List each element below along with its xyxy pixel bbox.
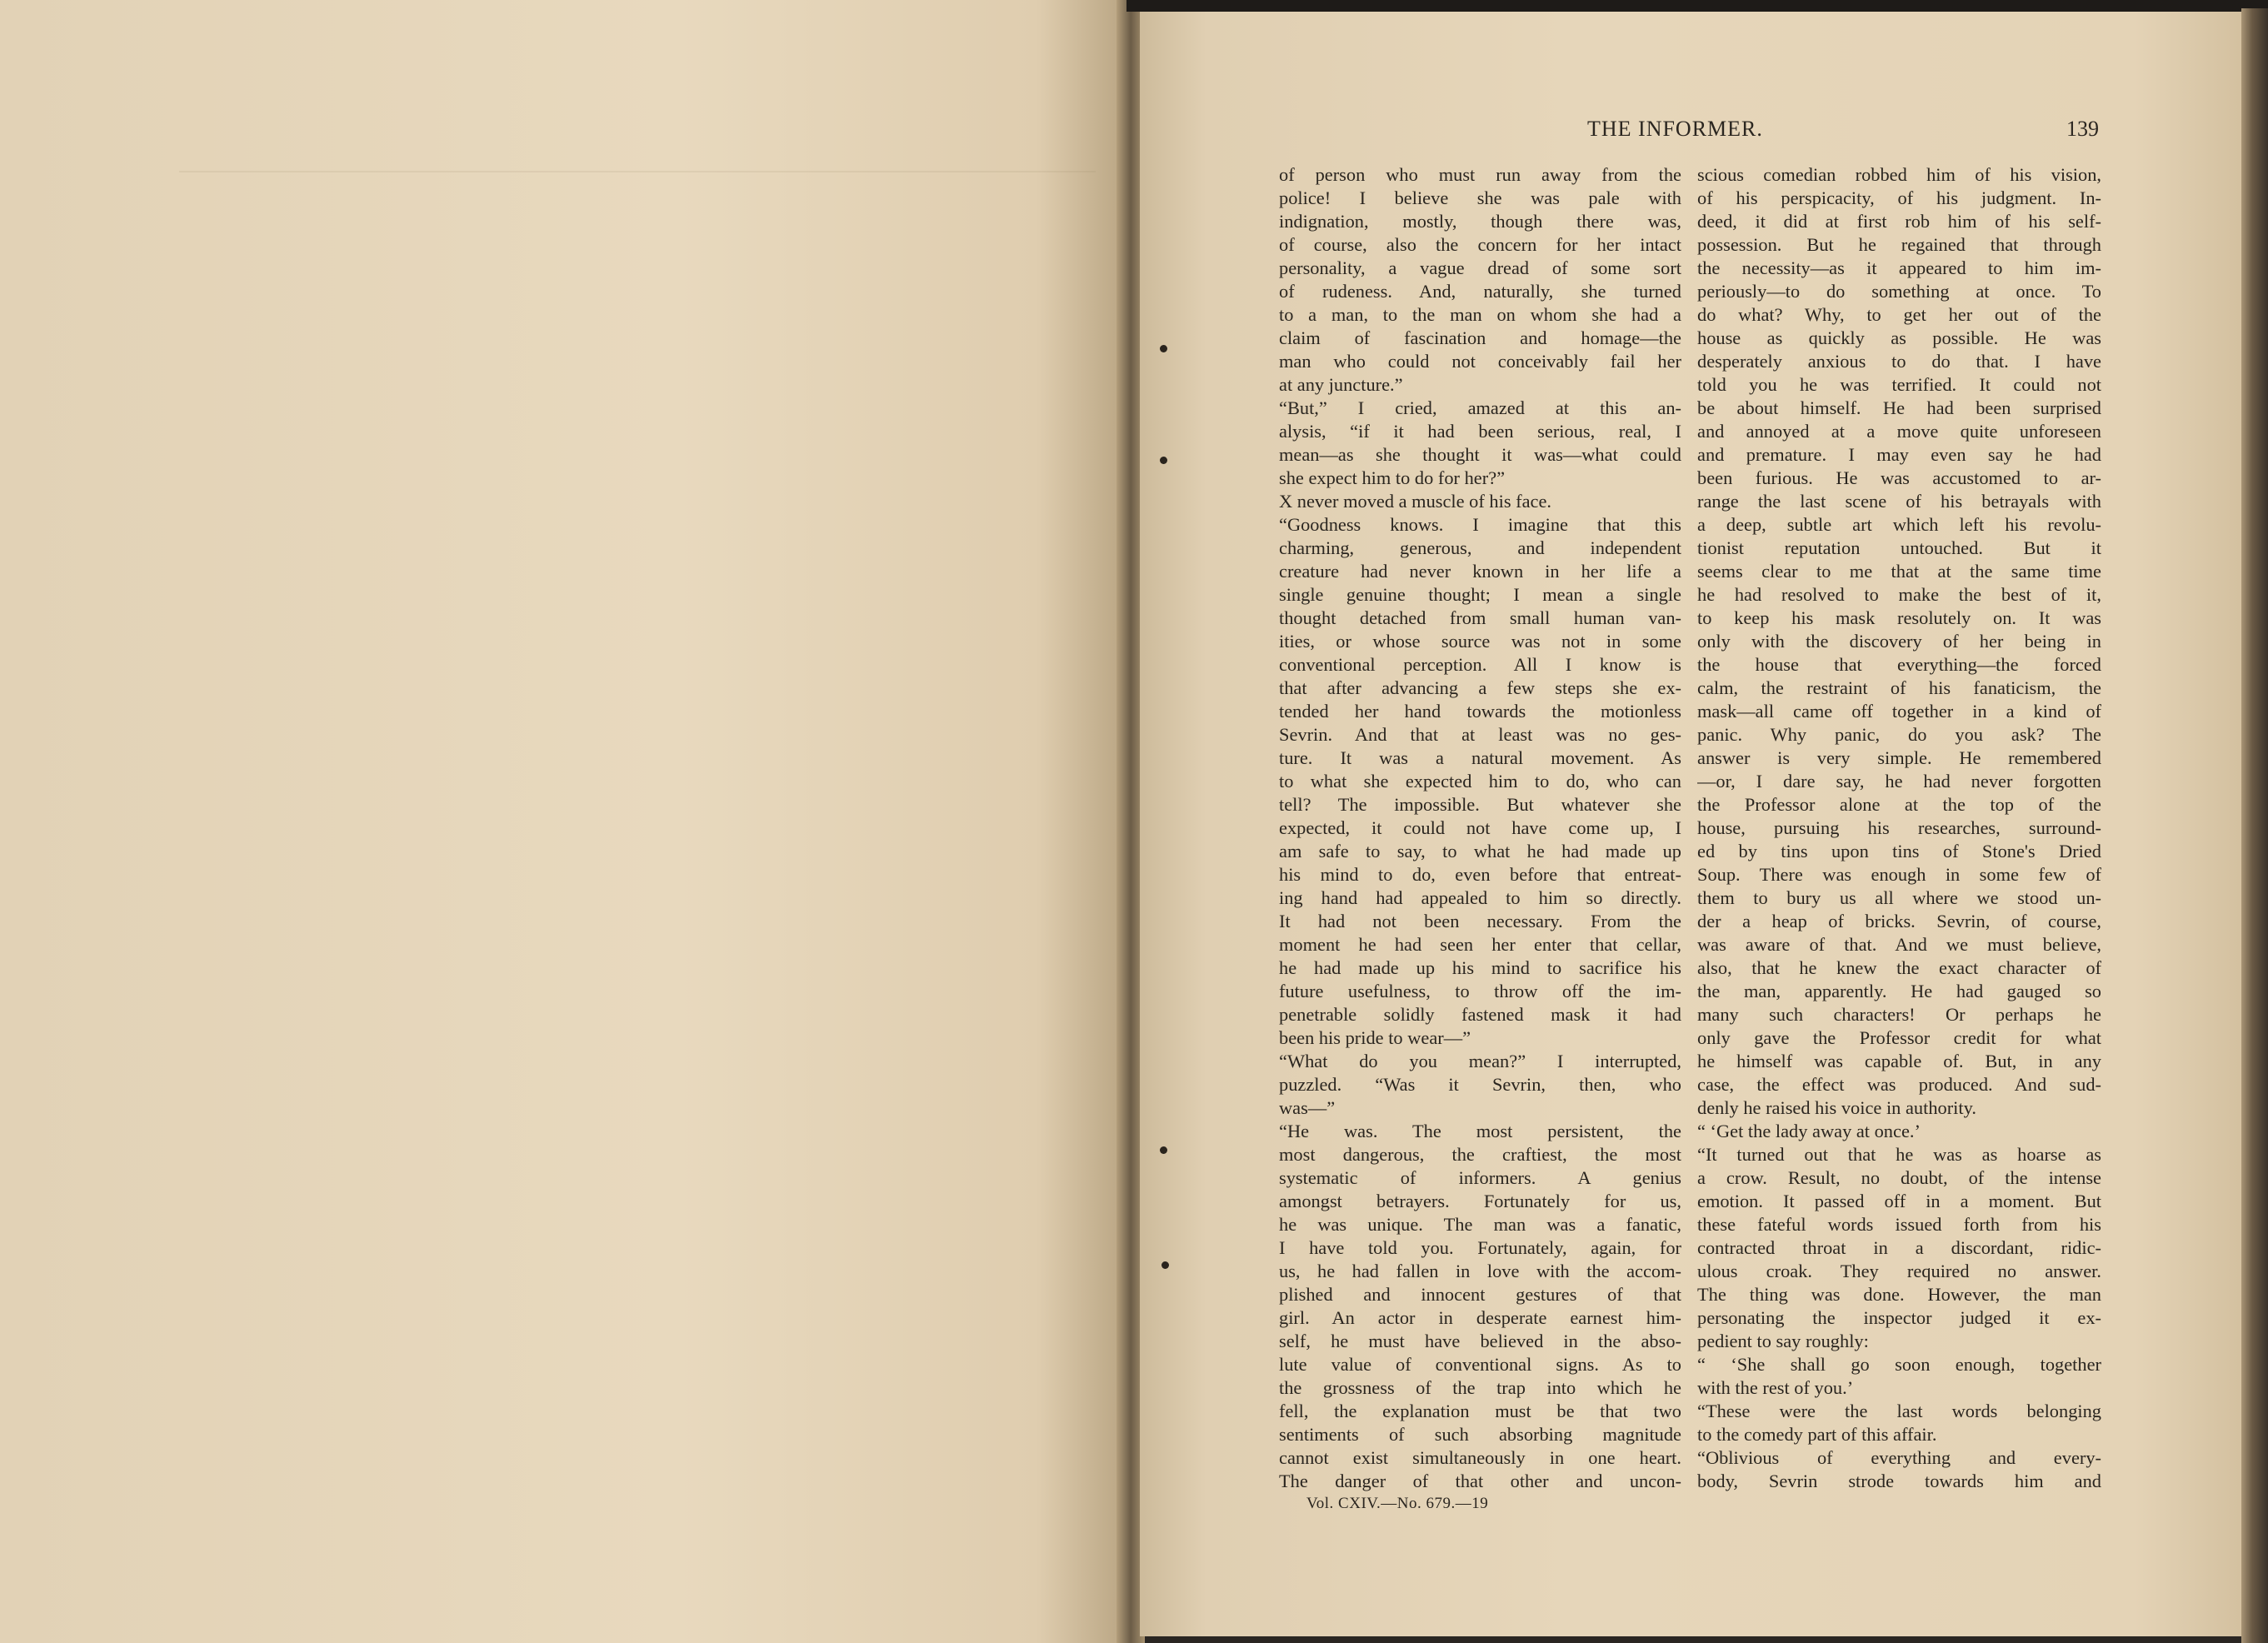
text-line: “What do you mean?” I interrupted, bbox=[1279, 1051, 1681, 1071]
text-line: that after advancing a few steps she ex- bbox=[1279, 677, 1681, 698]
text-line: she expect him to do for her?” bbox=[1279, 467, 1506, 488]
text-line: mask—all came off together in a kind of bbox=[1697, 701, 2101, 722]
page-edge-stack bbox=[2241, 8, 2268, 1643]
text-line: with the rest of you.’ bbox=[1697, 1377, 1854, 1398]
text-line: indignation, mostly, though there was, bbox=[1279, 211, 1681, 232]
text-line: “ ‘She shall go soon enough, together bbox=[1697, 1354, 2101, 1375]
text-line: was aware of that. And we must believe, bbox=[1697, 934, 2101, 955]
text-line: to what she expected him to do, who can bbox=[1279, 771, 1681, 792]
top-background-strip bbox=[1127, 0, 2268, 12]
text-line: self, he must have believed in the abso- bbox=[1279, 1331, 1681, 1351]
text-line: conventional perception. All I know is bbox=[1279, 654, 1681, 675]
text-line: single genuine thought; I mean a single bbox=[1279, 584, 1681, 605]
text-line: The danger of that other and uncon- bbox=[1279, 1471, 1681, 1491]
text-line: the man, apparently. He had gauged so bbox=[1697, 981, 2101, 1001]
text-line: future usefulness, to throw off the im- bbox=[1279, 981, 1681, 1001]
text-line: denly he raised his voice in authority. bbox=[1697, 1097, 1976, 1118]
text-line: he had resolved to make the best of it, bbox=[1697, 584, 2101, 605]
text-line: us, he had fallen in love with the accom- bbox=[1279, 1261, 1681, 1281]
text-line: body, Sevrin strode towards him and bbox=[1697, 1471, 2101, 1491]
text-line: tended her hand towards the motionless bbox=[1279, 701, 1681, 722]
text-line: tionist reputation untouched. But it bbox=[1697, 537, 2101, 558]
text-line: ulous croak. They required no answer. bbox=[1697, 1261, 2101, 1281]
text-line: these fateful words issued forth from his bbox=[1697, 1214, 2101, 1235]
text-line: sentiments of such absorbing magnitude bbox=[1279, 1424, 1681, 1445]
left-page-blank bbox=[0, 0, 1127, 1643]
text-line: puzzled. “Was it Sevrin, then, who bbox=[1279, 1074, 1681, 1095]
text-line: ing hand had appealed to him so directly. bbox=[1279, 887, 1681, 908]
text-line: alysis, “if it had been serious, real, I bbox=[1279, 421, 1681, 442]
text-line: “These were the last words belonging bbox=[1697, 1401, 2101, 1421]
text-line: man who could not conceivably fail her bbox=[1279, 351, 1681, 372]
text-line: expected, it could not have come up, I bbox=[1279, 817, 1681, 838]
text-line: to keep his mask resolutely on. It was bbox=[1697, 607, 2101, 628]
text-line: police! I believe she was pale with bbox=[1279, 187, 1681, 208]
text-line: of his perspicacity, of his judgment. In- bbox=[1697, 187, 2101, 208]
text-line: and premature. I may even say he had bbox=[1697, 444, 2101, 465]
text-line: Sevrin. And that at least was no ges- bbox=[1279, 724, 1681, 745]
text-line: charming, generous, and independent bbox=[1279, 537, 1681, 558]
text-line: “But,” I cried, amazed at this an- bbox=[1279, 397, 1681, 418]
text-line: ed by tins upon tins of Stone's Dried bbox=[1697, 841, 2101, 861]
text-line: X never moved a muscle of his face. bbox=[1279, 491, 1552, 512]
text-line: be about himself. He had been surprised bbox=[1697, 397, 2101, 418]
binding-hole bbox=[1161, 1261, 1169, 1269]
text-line: the grossness of the trap into which he bbox=[1279, 1377, 1681, 1398]
text-line: claim of fascination and homage—the bbox=[1279, 327, 1681, 348]
text-line: of course, also the concern for her intact bbox=[1279, 234, 1681, 255]
text-line: seems clear to me that at the same time bbox=[1697, 561, 2101, 582]
text-line: a deep, subtle art which left his revolu- bbox=[1697, 514, 2101, 535]
text-line: personality, a vague dread of some sort bbox=[1279, 257, 1681, 278]
text-line: possession. But he regained that through bbox=[1697, 234, 2101, 255]
text-line: “He was. The most persistent, the bbox=[1279, 1121, 1681, 1141]
running-title: THE INFORMER. bbox=[1587, 117, 1763, 141]
text-line: been furious. He was accustomed to ar- bbox=[1697, 467, 2101, 488]
text-line: plished and innocent gestures of that bbox=[1279, 1284, 1681, 1305]
text-line: he was unique. The man was a fanatic, bbox=[1279, 1214, 1681, 1235]
page-number: 139 bbox=[2066, 117, 2099, 141]
text-line: at any juncture.” bbox=[1279, 374, 1403, 395]
text-line: the Professor alone at the top of the bbox=[1697, 794, 2101, 815]
text-line: the house that everything—the forced bbox=[1697, 654, 2101, 675]
bleed-through-line bbox=[179, 171, 1096, 172]
text-line: of person who must run away from the bbox=[1279, 164, 1681, 185]
text-line: lute value of conventional signs. As to bbox=[1279, 1354, 1681, 1375]
text-line: ities, or whose source was not in some bbox=[1279, 631, 1681, 652]
text-line: most dangerous, the craftiest, the most bbox=[1279, 1144, 1681, 1165]
text-line: cannot exist simultaneously in one heart. bbox=[1279, 1447, 1681, 1468]
text-line: his mind to do, even before that entreat- bbox=[1279, 864, 1681, 885]
text-line: periously—to do something at once. To bbox=[1697, 281, 2101, 302]
text-line: of rudeness. And, naturally, she turned bbox=[1279, 281, 1681, 302]
text-line: The thing was done. However, the man bbox=[1697, 1284, 2101, 1305]
text-line: personating the inspector judged it ex- bbox=[1697, 1307, 2101, 1328]
text-line: the necessity—as it appeared to him im- bbox=[1697, 257, 2101, 278]
text-line: mean—as she thought it was—what could bbox=[1279, 444, 1681, 465]
text-line: to a man, to the man on whom she had a bbox=[1279, 304, 1681, 325]
text-column-right bbox=[1697, 163, 2101, 1493]
binding-hole bbox=[1160, 457, 1167, 464]
text-line: scious comedian robbed him of his vision, bbox=[1697, 164, 2101, 185]
text-line: amongst betrayers. Fortunately for us, bbox=[1279, 1191, 1681, 1211]
text-line: do what? Why, to get her out of the bbox=[1697, 304, 2101, 325]
text-line: der a heap of bricks. Sevrin, of course, bbox=[1697, 911, 2101, 931]
text-line: calm, the restraint of his fanaticism, the bbox=[1697, 677, 2101, 698]
text-line: emotion. It passed off in a moment. But bbox=[1697, 1191, 2101, 1211]
text-line: panic. Why panic, do you ask? The bbox=[1697, 724, 2101, 745]
text-line: moment he had seen her enter that cellar, bbox=[1279, 934, 1681, 955]
text-line: —or, I dare say, he had never forgotten bbox=[1697, 771, 2101, 792]
text-line: systematic of informers. A genius bbox=[1279, 1167, 1681, 1188]
text-line: told you he was terrified. It could not bbox=[1697, 374, 2101, 395]
text-line: “It turned out that he was as hoarse as bbox=[1697, 1144, 2101, 1165]
text-line: he had made up his mind to sacrifice his bbox=[1279, 957, 1681, 978]
text-line: fell, the explanation must be that two bbox=[1279, 1401, 1681, 1421]
text-line: answer is very simple. He remembered bbox=[1697, 747, 2101, 768]
text-line: “ ‘Get the lady away at once.’ bbox=[1697, 1121, 1921, 1141]
text-line: “Oblivious of everything and every- bbox=[1697, 1447, 2101, 1468]
text-line: It had not been necessary. From the bbox=[1279, 911, 1681, 931]
text-line: girl. An actor in desperate earnest him- bbox=[1279, 1307, 1681, 1328]
text-line: Soup. There was enough in some few of bbox=[1697, 864, 2101, 885]
text-line: case, the effect was produced. And sud- bbox=[1697, 1074, 2101, 1095]
text-line: I have told you. Fortunately, again, for bbox=[1279, 1237, 1681, 1258]
text-line: tell? The impossible. But whatever she bbox=[1279, 794, 1681, 815]
text-line: penetrable solidly fastened mask it had bbox=[1279, 1004, 1681, 1025]
binding-hole bbox=[1160, 345, 1167, 352]
text-line: he himself was capable of. But, in any bbox=[1697, 1051, 2101, 1071]
text-line: range the last scene of his betrayals with bbox=[1697, 491, 2101, 512]
text-line: only with the discovery of her being in bbox=[1697, 631, 2101, 652]
text-line: desperately anxious to do that. I have bbox=[1697, 351, 2101, 372]
text-line: many such characters! Or perhaps he bbox=[1697, 1004, 2101, 1025]
text-line: also, that he knew the exact character of bbox=[1697, 957, 2101, 978]
text-line: been his pride to wear—” bbox=[1279, 1027, 1471, 1048]
text-line: “Goodness knows. I imagine that this bbox=[1279, 514, 1681, 535]
text-column-left bbox=[1279, 163, 1681, 1493]
text-line: am safe to say, to what he had made up bbox=[1279, 841, 1681, 861]
text-line: contracted throat in a discordant, ridic- bbox=[1697, 1237, 2101, 1258]
signature-mark: Vol. CXIV.—No. 679.—19 bbox=[1306, 1495, 1489, 1512]
text-line: a crow. Result, no doubt, of the intense bbox=[1697, 1167, 2101, 1188]
text-line: house as quickly as possible. He was bbox=[1697, 327, 2101, 348]
binding-hole bbox=[1160, 1146, 1167, 1154]
text-line: creature had never known in her life a bbox=[1279, 561, 1681, 582]
text-line: deed, it did at first rob him of his self- bbox=[1697, 211, 2101, 232]
text-line: only gave the Professor credit for what bbox=[1697, 1027, 2101, 1048]
text-line: thought detached from small human van- bbox=[1279, 607, 1681, 628]
text-line: house, pursuing his researches, surround- bbox=[1697, 817, 2101, 838]
text-line: was—” bbox=[1279, 1097, 1336, 1118]
text-line: ture. It was a natural movement. As bbox=[1279, 747, 1681, 768]
text-line: them to bury us all where we stood un- bbox=[1697, 887, 2101, 908]
text-line: pedient to say roughly: bbox=[1697, 1331, 1869, 1351]
text-line: to the comedy part of this affair. bbox=[1697, 1424, 1937, 1445]
text-line: and annoyed at a move quite unforeseen bbox=[1697, 421, 2101, 442]
